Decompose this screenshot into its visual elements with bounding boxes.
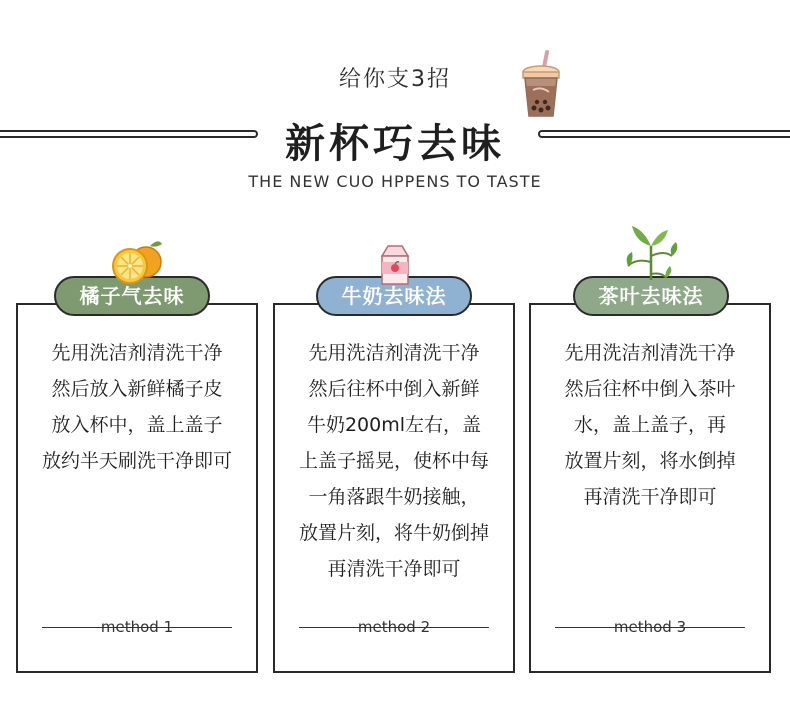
orange-slice-icon	[108, 236, 164, 286]
method-title-tea: 茶叶去味法	[573, 276, 729, 316]
method-title-orange: 橘子气去味	[54, 276, 210, 316]
method-footer	[555, 617, 745, 637]
method-label: method 2	[357, 618, 431, 636]
method-footer	[299, 617, 489, 637]
method-description	[275, 335, 513, 587]
method-description	[18, 335, 256, 479]
description-line: 上盖子摇晃，使杯中每	[298, 450, 489, 472]
method-title-milk: 牛奶去味法	[316, 276, 472, 316]
description-line: 然后往杯中倒入茶叶	[564, 378, 736, 400]
description-line: 再清洗干净即可	[327, 558, 461, 580]
description-line: 放置片刻，将牛奶倒掉	[298, 522, 489, 544]
title-divider-right	[538, 130, 790, 138]
description-line: 再清洗干净即可	[583, 486, 717, 508]
page-subtitle: 给你支3招	[339, 67, 451, 92]
method-card-tea	[529, 303, 771, 673]
method-card-orange	[16, 303, 258, 673]
description-line: 先用洗洁剂清洗干净	[308, 342, 480, 364]
tea-leaf-sprout-icon	[622, 222, 680, 282]
method-description	[531, 335, 769, 515]
description-line: 一角落跟牛奶接触，	[308, 486, 480, 508]
description-line: 然后放入新鲜橘子皮	[51, 378, 223, 400]
milk-carton-icon	[376, 244, 414, 286]
description-line: 牛奶200ml左右，盖	[306, 414, 482, 436]
description-line: 先用洗洁剂清洗干净	[564, 342, 736, 364]
method-label: method 3	[613, 618, 687, 636]
method-footer	[42, 617, 232, 637]
method-label: method 1	[100, 618, 174, 636]
page-title: 新杯巧去味	[285, 121, 505, 167]
method-card-milk	[273, 303, 515, 673]
title-row	[0, 108, 790, 167]
description-line: 先用洗洁剂清洗干净	[51, 342, 223, 364]
description-line: 放入杯中，盖上盖子	[51, 414, 223, 436]
description-line: 水，盖上盖子，再	[573, 414, 726, 436]
description-line: 放置片刻，将水倒掉	[564, 450, 736, 472]
description-line: 放约半天刷洗干净即可	[41, 450, 232, 472]
english-title: THE NEW CUO HPPENS TO TASTE	[248, 172, 542, 191]
description-line: 然后往杯中倒入新鲜	[308, 378, 480, 400]
